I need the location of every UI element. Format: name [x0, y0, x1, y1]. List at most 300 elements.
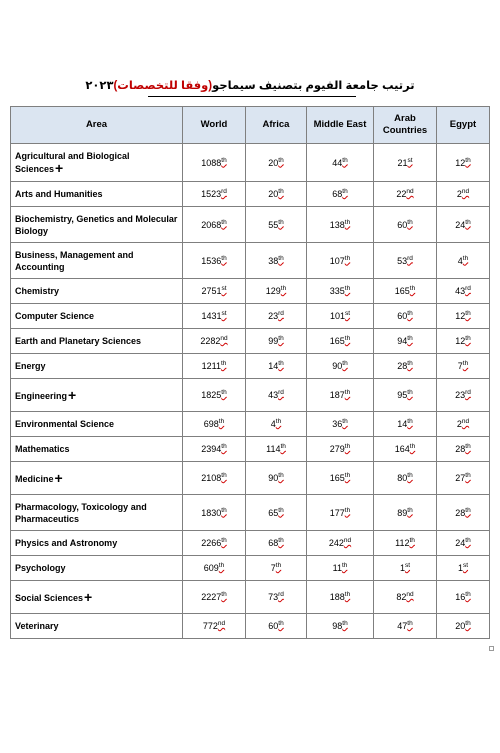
rank-cell-world — [183, 354, 246, 379]
area-name: Chemistry — [15, 286, 60, 296]
rank-suffix: th — [278, 506, 284, 514]
rank-cell-arab — [374, 329, 437, 354]
rank-suffix: th — [465, 335, 471, 342]
rank-number: 1536 — [201, 255, 222, 266]
rank-suffix: st — [404, 562, 411, 569]
rank-suffix: th — [280, 443, 286, 450]
rank-cell-world — [183, 182, 246, 207]
rank-suffix: th — [221, 537, 227, 544]
rank-suffix: th — [278, 537, 284, 544]
rank-number: 20 — [268, 157, 279, 168]
area-cell — [11, 329, 183, 354]
rank-cell-arab — [374, 556, 437, 581]
rank-cell-africa — [246, 581, 307, 614]
rank-cell-africa — [246, 354, 307, 379]
rank-number: 28 — [397, 361, 408, 371]
rank-number: 242 — [328, 538, 344, 548]
rank-number: 2108 — [201, 473, 222, 483]
rank-suffix: th — [221, 254, 227, 262]
plus-marker: + — [55, 160, 64, 176]
rank-suffix: th — [218, 418, 225, 425]
rank-cell-middle-east — [307, 243, 374, 279]
header-world: World — [183, 107, 246, 144]
rank-number: 22 — [396, 189, 407, 199]
rank-number: 772 — [202, 621, 218, 631]
rank-suffix: th — [465, 620, 471, 627]
rank-suffix: th — [275, 418, 282, 425]
area-cell — [11, 379, 183, 412]
rank-cell-egypt — [437, 379, 490, 412]
rank-number: 14 — [397, 419, 408, 429]
rank-number: 165 — [394, 286, 410, 296]
rank-cell-middle-east — [307, 412, 374, 437]
rank-cell-middle-east — [307, 329, 374, 354]
rank-suffix: th — [278, 360, 284, 367]
rank-suffix: th — [409, 537, 415, 544]
rank-number: 20 — [268, 189, 279, 199]
area-cell — [11, 144, 183, 182]
rank-cell-world — [183, 243, 246, 279]
rank-suffix: th — [407, 335, 413, 342]
rank-suffix: nd — [217, 620, 226, 627]
area-cell — [11, 437, 183, 462]
rank-suffix: th — [407, 218, 413, 226]
rank-suffix: th — [409, 443, 416, 450]
rank-cell-arab — [374, 279, 437, 304]
rank-cell-middle-east — [307, 531, 374, 556]
rank-number: 68 — [332, 189, 343, 199]
rank-suffix: rd — [221, 188, 227, 195]
rank-number: 60 — [397, 311, 408, 321]
rank-suffix: th — [407, 620, 413, 627]
table-row — [11, 495, 490, 531]
rank-cell-middle-east — [307, 437, 374, 462]
rank-number: 28 — [455, 507, 466, 518]
rank-number: 2751 — [201, 286, 222, 296]
rank-number: 55 — [268, 219, 279, 230]
rank-suffix: th — [221, 218, 227, 226]
rank-suffix: rd — [278, 310, 284, 317]
rank-number: 82 — [396, 592, 407, 602]
title-underline — [148, 96, 356, 97]
rank-suffix: th — [220, 360, 227, 367]
rank-suffix: rd — [278, 389, 284, 396]
area-cell — [11, 243, 183, 279]
area-name: Pharmacology, Toxicology and Pharmaceutics — [15, 501, 147, 524]
rank-number: 43 — [455, 286, 466, 296]
rank-number: 94 — [397, 336, 408, 346]
area-name: Social Sciences — [15, 592, 84, 603]
rank-cell-world — [183, 144, 246, 182]
rank-number: 114 — [266, 444, 281, 454]
rank-cell-world — [183, 279, 246, 304]
rank-number: 1211 — [201, 361, 221, 371]
area-name: Psychology — [15, 563, 66, 573]
rank-cell-world — [183, 304, 246, 329]
rank-suffix: th — [344, 389, 351, 396]
rank-number: 68 — [268, 538, 279, 548]
rank-number: 38 — [268, 255, 279, 266]
rank-cell-arab — [374, 437, 437, 462]
rank-cell-arab — [374, 207, 437, 243]
rank-suffix: th — [221, 389, 227, 396]
table-row — [11, 243, 490, 279]
rank-number: 1 — [457, 563, 463, 573]
rank-number: 73 — [268, 592, 279, 602]
rank-suffix: th — [344, 506, 351, 514]
rank-cell-arab — [374, 354, 437, 379]
rank-suffix: th — [278, 620, 284, 627]
rank-suffix: th — [407, 506, 413, 514]
rank-suffix: st — [221, 310, 227, 317]
rank-cell-egypt — [437, 304, 490, 329]
rank-number: 177 — [329, 507, 345, 518]
area-cell — [11, 495, 183, 531]
rank-cell-arab — [374, 182, 437, 207]
rank-number: 11 — [332, 563, 342, 573]
rank-suffix: th — [407, 472, 413, 479]
rank-number: 2227 — [201, 592, 222, 602]
rankings-table — [10, 106, 490, 639]
rank-cell-world — [183, 207, 246, 243]
table-row — [11, 581, 490, 614]
rank-number: 12 — [455, 311, 466, 321]
rank-cell-egypt — [437, 531, 490, 556]
rank-cell-africa — [246, 243, 307, 279]
rank-number: 24 — [455, 538, 466, 548]
rank-number: 107 — [329, 255, 345, 266]
rank-suffix: th — [342, 156, 348, 164]
rank-number: 165 — [329, 473, 345, 483]
header-area: Area — [11, 107, 183, 144]
rank-cell-world — [183, 556, 246, 581]
table-resize-handle[interactable] — [489, 646, 494, 651]
rank-suffix: th — [462, 254, 469, 262]
rank-suffix: th — [342, 620, 348, 627]
rank-number: 60 — [268, 621, 279, 631]
rank-number: 1523 — [201, 189, 222, 199]
area-name: Business, Management and Accounting — [15, 249, 134, 272]
rank-number: 1088 — [201, 157, 222, 168]
title-main: ترتيب جامعة الفيوم بتصنيف سيماجو — [212, 80, 415, 92]
rank-suffix: th — [465, 472, 471, 479]
rank-number: 698 — [203, 419, 219, 429]
rank-number: 609 — [203, 563, 219, 573]
rank-suffix: th — [344, 285, 351, 292]
rank-number: 1431 — [201, 311, 222, 321]
rank-suffix: rd — [407, 254, 413, 262]
rank-suffix: rd — [278, 591, 284, 598]
rank-number: 60 — [397, 219, 408, 230]
rank-number: 2 — [456, 419, 462, 429]
rank-suffix: th — [278, 472, 284, 479]
area-name: Engineering — [15, 390, 68, 401]
rank-cell-egypt — [437, 437, 490, 462]
rank-cell-egypt — [437, 144, 490, 182]
rank-cell-middle-east — [307, 581, 374, 614]
rank-cell-middle-east — [307, 354, 374, 379]
rank-number: 138 — [329, 219, 345, 230]
rank-suffix: th — [221, 156, 227, 164]
rank-suffix: st — [221, 285, 227, 292]
rank-number: 47 — [397, 621, 408, 631]
rank-number: 65 — [268, 507, 279, 518]
rank-cell-middle-east — [307, 304, 374, 329]
rank-cell-middle-east — [307, 279, 374, 304]
rank-number: 101 — [329, 311, 345, 321]
rank-suffix: th — [465, 310, 471, 317]
rank-suffix: th — [407, 360, 413, 367]
rank-suffix: nd — [461, 188, 470, 195]
rank-cell-africa — [246, 182, 307, 207]
rank-suffix: rd — [465, 389, 471, 396]
table-row — [11, 329, 490, 354]
area-cell — [11, 462, 183, 495]
rank-cell-africa — [246, 614, 307, 639]
area-cell — [11, 182, 183, 207]
rank-cell-arab — [374, 379, 437, 412]
rank-cell-middle-east — [307, 182, 374, 207]
area-name: Veterinary — [15, 621, 59, 631]
rank-number: 12 — [455, 157, 466, 168]
table-body — [11, 144, 490, 639]
plus-marker: + — [84, 588, 93, 605]
table-row — [11, 437, 490, 462]
rank-suffix: st — [462, 562, 469, 569]
rank-number: 24 — [455, 219, 466, 230]
rank-number: 80 — [397, 473, 408, 483]
rank-suffix: th — [342, 360, 348, 367]
rank-number: 2266 — [201, 538, 222, 548]
rank-suffix: th — [342, 188, 348, 195]
rank-number: 112 — [395, 538, 410, 548]
rank-number: 16 — [455, 592, 466, 602]
rank-number: 28 — [455, 444, 466, 454]
rank-cell-egypt — [437, 412, 490, 437]
rank-cell-arab — [374, 412, 437, 437]
rank-suffix: th — [462, 360, 469, 367]
rank-suffix: th — [278, 156, 284, 164]
area-name: Biochemistry, Genetics and Molecular Biology — [15, 213, 178, 236]
rank-number: 4 — [270, 419, 276, 429]
rank-cell-world — [183, 379, 246, 412]
rank-number: 21 — [397, 157, 408, 168]
rank-cell-world — [183, 329, 246, 354]
title-year: ٢٠٢٣ — [85, 80, 114, 92]
rank-suffix: st — [407, 156, 413, 164]
rank-suffix: th — [409, 285, 416, 292]
rank-suffix: th — [344, 472, 351, 479]
plus-marker: + — [54, 469, 63, 486]
area-name: Earth and Planetary Sciences — [15, 336, 142, 346]
title-qualifier: (وفقا للتخصصات) — [113, 80, 213, 92]
rank-number: 95 — [397, 390, 408, 400]
rank-cell-arab — [374, 581, 437, 614]
rank-cell-africa — [246, 531, 307, 556]
rank-suffix: th — [344, 335, 351, 342]
rank-cell-world — [183, 462, 246, 495]
table-row — [11, 207, 490, 243]
rank-cell-arab — [374, 531, 437, 556]
rank-suffix: nd — [220, 335, 228, 342]
rank-number: 43 — [268, 390, 279, 400]
rank-suffix: th — [465, 591, 471, 598]
rank-cell-africa — [246, 412, 307, 437]
rank-cell-africa — [246, 279, 307, 304]
rank-suffix: th — [221, 506, 227, 514]
rank-cell-egypt — [437, 581, 490, 614]
rank-number: 89 — [397, 507, 408, 518]
rank-cell-middle-east — [307, 207, 374, 243]
rank-cell-world — [183, 581, 246, 614]
rank-cell-africa — [246, 207, 307, 243]
rank-cell-arab — [374, 144, 437, 182]
rank-cell-middle-east — [307, 556, 374, 581]
rank-cell-arab — [374, 495, 437, 531]
table-row — [11, 354, 490, 379]
table-row — [11, 614, 490, 639]
area-cell — [11, 412, 183, 437]
area-name: Physics and Astronomy — [15, 538, 118, 548]
rank-suffix: th — [275, 562, 282, 569]
rank-cell-world — [183, 437, 246, 462]
rank-number: 7 — [457, 361, 463, 371]
rank-cell-world — [183, 495, 246, 531]
rank-cell-middle-east — [307, 462, 374, 495]
rank-number: 1825 — [201, 390, 222, 400]
rank-suffix: nd — [461, 418, 470, 425]
rank-suffix: th — [278, 218, 284, 226]
area-cell — [11, 354, 183, 379]
rank-number: 187 — [329, 390, 345, 400]
rank-number: 2 — [456, 189, 462, 199]
table-row — [11, 556, 490, 581]
rank-number: 2068 — [201, 219, 222, 230]
rank-suffix: th — [278, 335, 284, 342]
rank-suffix: th — [278, 188, 284, 195]
rank-cell-egypt — [437, 207, 490, 243]
rank-number: 53 — [397, 255, 408, 266]
rank-number: 36 — [332, 419, 343, 429]
rank-number: 98 — [332, 621, 343, 631]
rank-suffix: nd — [406, 188, 414, 195]
rank-number: 23 — [455, 390, 466, 400]
table-row — [11, 144, 490, 182]
rank-cell-middle-east — [307, 144, 374, 182]
area-cell — [11, 304, 183, 329]
area-name: Agricultural and Biological Sciences — [15, 151, 130, 174]
rank-cell-middle-east — [307, 614, 374, 639]
rank-number: 1 — [399, 563, 405, 573]
rank-number: 4 — [457, 255, 463, 266]
rank-number: 129 — [265, 286, 281, 296]
area-cell — [11, 614, 183, 639]
rank-number: 335 — [329, 286, 345, 296]
rank-suffix: th — [341, 562, 348, 569]
rank-cell-egypt — [437, 182, 490, 207]
header-africa: Africa — [246, 107, 307, 144]
rank-number: 20 — [455, 621, 466, 631]
table-row — [11, 279, 490, 304]
rank-cell-egypt — [437, 462, 490, 495]
area-cell — [11, 279, 183, 304]
rank-suffix: rd — [465, 285, 471, 292]
area-cell — [11, 556, 183, 581]
rank-number: 2394 — [201, 444, 222, 454]
rank-cell-egypt — [437, 614, 490, 639]
header-arab-countries: Arab Countries — [374, 107, 437, 144]
rank-suffix: th — [344, 591, 351, 598]
table-row — [11, 379, 490, 412]
area-name: Energy — [15, 361, 46, 371]
rank-suffix: th — [465, 218, 471, 226]
rank-cell-middle-east — [307, 495, 374, 531]
rank-suffix: th — [221, 591, 227, 598]
rank-suffix: th — [278, 254, 284, 262]
table-row — [11, 182, 490, 207]
rank-number: 188 — [329, 592, 345, 602]
rank-suffix: th — [465, 506, 471, 514]
rank-number: 164 — [394, 444, 410, 454]
rank-cell-africa — [246, 495, 307, 531]
rank-number: 90 — [268, 473, 279, 483]
rank-suffix: th — [407, 418, 413, 425]
rank-suffix: nd — [406, 591, 414, 598]
rank-cell-middle-east — [307, 379, 374, 412]
table-row — [11, 531, 490, 556]
area-cell — [11, 531, 183, 556]
area-cell — [11, 581, 183, 614]
rank-cell-egypt — [437, 329, 490, 354]
rank-cell-world — [183, 614, 246, 639]
header-egypt: Egypt — [437, 107, 490, 144]
area-name: Environmental Science — [15, 419, 115, 429]
rank-number: 12 — [455, 336, 466, 346]
page-title — [0, 78, 500, 92]
rank-suffix: th — [465, 537, 471, 544]
rank-number: 165 — [329, 336, 345, 346]
rank-suffix: th — [465, 443, 471, 450]
rank-suffix: st — [344, 310, 351, 317]
rank-cell-world — [183, 412, 246, 437]
rank-cell-africa — [246, 437, 307, 462]
rank-suffix: th — [344, 218, 351, 226]
rank-suffix: nd — [343, 537, 352, 544]
rank-cell-arab — [374, 243, 437, 279]
rank-suffix: th — [407, 310, 413, 317]
area-name: Arts and Humanities — [15, 189, 103, 199]
rank-number: 1830 — [201, 507, 222, 518]
rank-suffix: th — [465, 156, 471, 164]
table-row — [11, 462, 490, 495]
rank-cell-arab — [374, 614, 437, 639]
rank-suffix: th — [342, 418, 348, 425]
rank-cell-egypt — [437, 556, 490, 581]
rank-cell-arab — [374, 304, 437, 329]
rank-cell-egypt — [437, 354, 490, 379]
rank-number: 7 — [270, 563, 276, 573]
rank-cell-africa — [246, 556, 307, 581]
rank-suffix: th — [407, 389, 413, 396]
rank-number: 27 — [455, 473, 466, 483]
rank-number: 23 — [268, 311, 279, 321]
rank-cell-africa — [246, 144, 307, 182]
rank-cell-egypt — [437, 495, 490, 531]
rank-cell-africa — [246, 462, 307, 495]
rank-cell-africa — [246, 379, 307, 412]
rank-number: 44 — [332, 157, 343, 168]
plus-marker: + — [68, 386, 77, 403]
